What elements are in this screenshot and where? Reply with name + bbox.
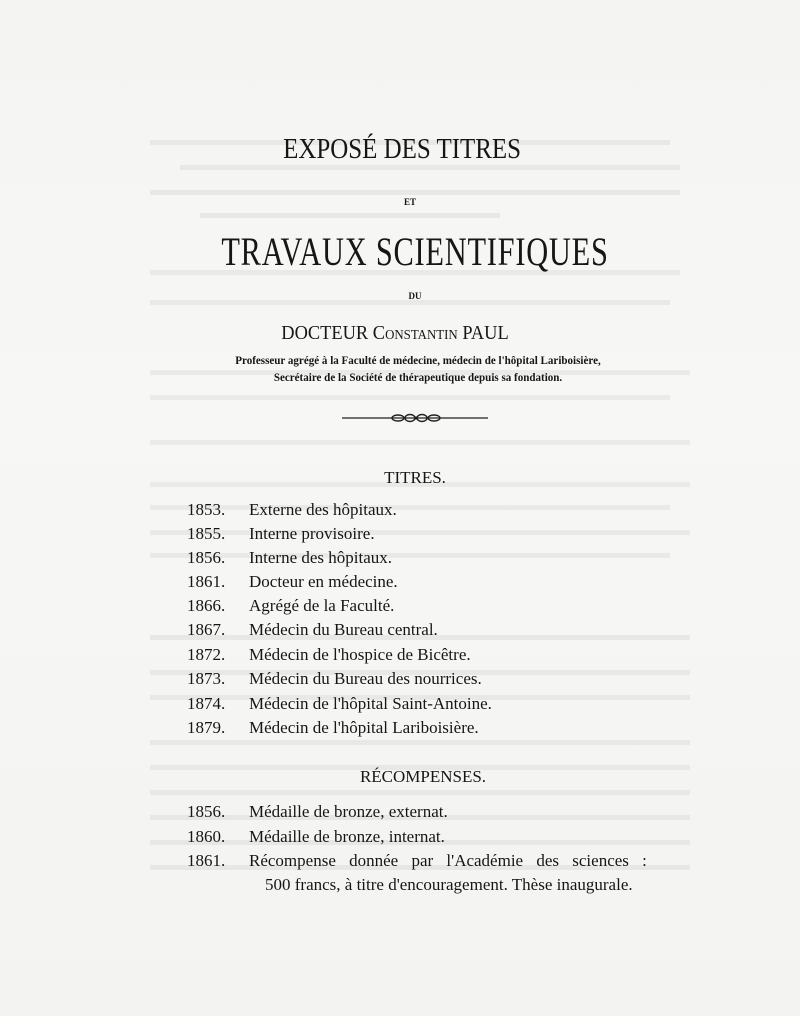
recompenses-heading: RÉCOMPENSES. [359,767,487,786]
list-item [187,596,394,620]
entry-year: 1853. [187,500,226,519]
entry-year: 1872. [187,645,226,664]
entry-year: 1874. [187,694,226,713]
entry-text: Agrégé de la Faculté. [249,596,395,615]
list-item [187,500,397,524]
ornament-divider [340,411,490,425]
entry-year: 1860. [187,827,226,846]
entry-text: Récompense donnée par l'Académie des sciences : [249,851,647,870]
entry-text: Externe des hôpitaux. [249,500,397,519]
author-position-line2: Secrétaire de la Société de thérapeutique depuis sa fondation. [273,372,563,384]
entry-year: 1856. [187,802,226,821]
entry-continuation: 500 francs, à titre d'encouragement. Thèse inaugurale. [265,875,633,894]
entry-year: 1873. [187,669,226,688]
entry-year: 1867. [187,620,226,639]
entry-text: Interne provisoire. [249,524,375,543]
entry-year: 1856. [187,548,226,567]
titres-heading: TITRES. [384,468,446,487]
list-item [187,548,392,572]
entry-year: 1866. [187,596,226,615]
entry-text: Docteur en médecine. [249,572,398,591]
list-item [187,718,479,742]
document-title-line2: TRAVAUX SCIENTIFIQUES [221,229,609,274]
entry-text: Médecin du Bureau des nourrices. [249,669,482,688]
title-preposition: DU [408,291,422,301]
document-title-line1: EXPOSÉ DES TITRES [283,133,522,165]
author-first-name: Constantin [372,322,458,344]
entry-text: Médecin de l'hôpital Saint-Antoine. [249,694,492,713]
list-item [187,802,448,826]
list-item [187,851,647,875]
entry-text: Médecin de l'hospice de Bicêtre. [249,645,471,664]
entry-year: 1861. [187,572,226,591]
author-last-name: PAUL [462,322,509,344]
list-item [187,524,375,548]
list-item [187,827,445,851]
list-item [187,645,471,669]
entry-text: Médaille de bronze, externat. [249,802,448,821]
entry-text: Interne des hôpitaux. [249,548,393,567]
list-item [187,572,398,596]
list-item [187,669,482,693]
author-title: DOCTEUR [281,322,369,344]
author-name [32,322,759,345]
title-conjunction: ET [403,197,416,207]
list-item [187,694,492,718]
author-position-line1: Professeur agrégé à la Faculté de médecine, médecin de l'hôpital Lariboisière, [235,355,601,367]
entry-text: Médecin du Bureau central. [249,620,438,639]
entry-year: 1879. [187,718,226,737]
entry-year: 1855. [187,524,226,543]
list-item [187,620,438,644]
entry-text: Médaille de bronze, internat. [249,827,445,846]
entry-text: Médecin de l'hôpital Lariboisière. [249,718,479,737]
entry-year: 1861. [187,851,226,870]
